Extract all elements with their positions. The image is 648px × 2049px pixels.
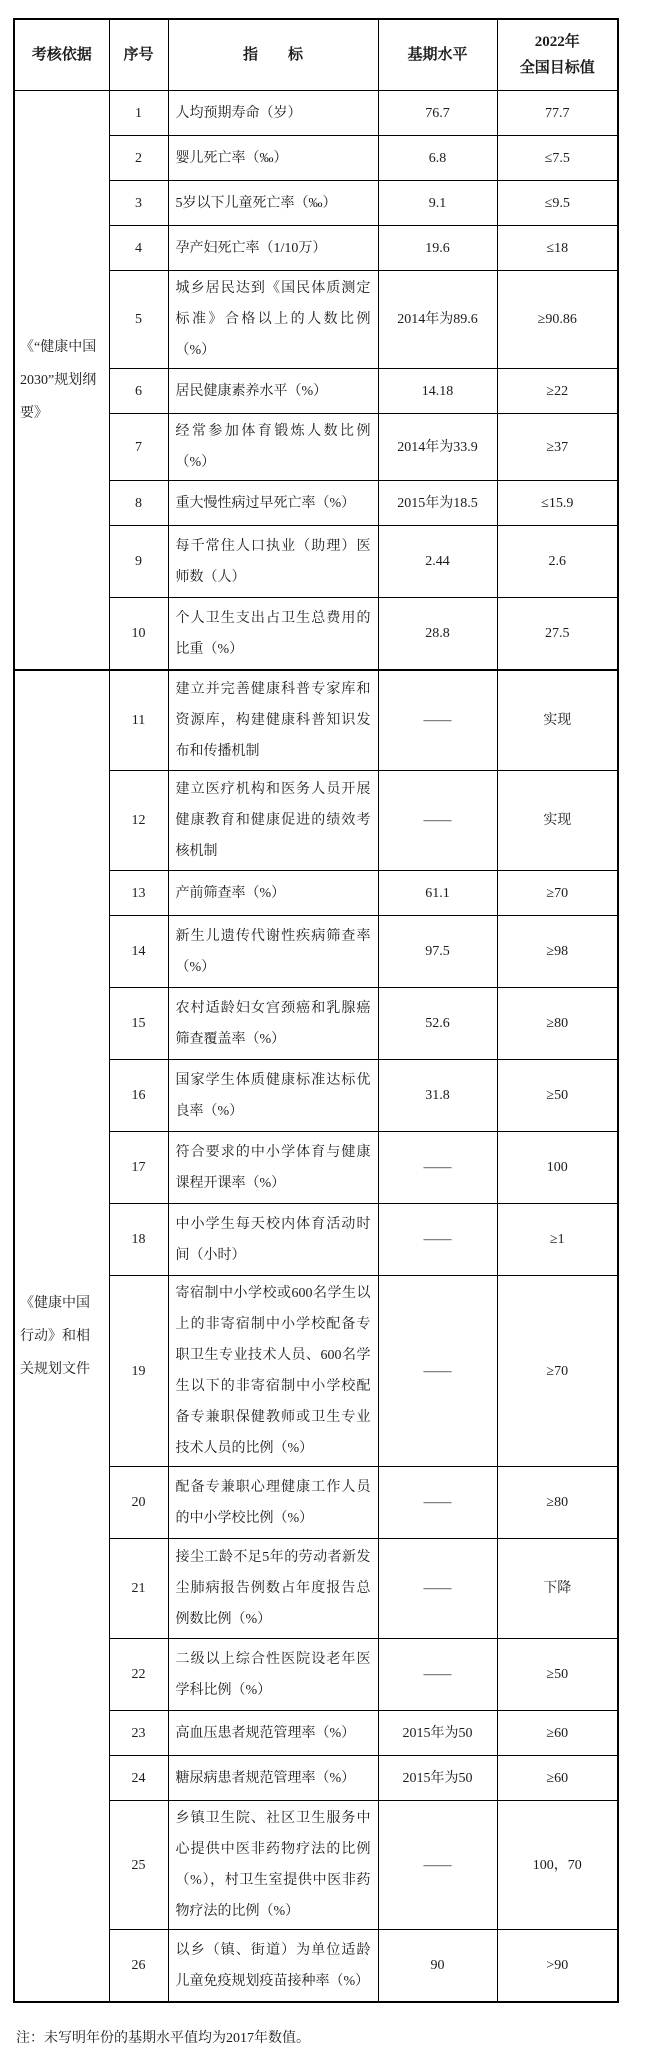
header-indicator: 指 标	[168, 19, 378, 91]
target-cell: ≥80	[497, 1467, 618, 1539]
indicator-cell: 经常参加体育锻炼人数比例（%）	[168, 414, 378, 481]
indicator-cell: 重大慢性病过早死亡率（%）	[168, 481, 378, 526]
indicator-cell: 5岁以下儿童死亡率（‰）	[168, 181, 378, 226]
indicator-cell: 配备专兼职心理健康工作人员的中小学校比例（%）	[168, 1467, 378, 1539]
base-cell: 9.1	[378, 181, 497, 226]
indicator-cell: 乡镇卫生院、社区卫生服务中心提供中医非药物疗法的比例（%），村卫生室提供中医非药物疗法的比例（%）	[168, 1801, 378, 1930]
indicator-table	[13, 18, 619, 2003]
row-no: 26	[109, 1930, 168, 2003]
row-no: 5	[109, 271, 168, 369]
row-no: 4	[109, 226, 168, 271]
target-cell: ≥60	[497, 1756, 618, 1801]
row-no: 16	[109, 1060, 168, 1132]
indicator-cell: 每千常住人口执业（助理）医师数（人）	[168, 526, 378, 598]
target-cell: 实现	[497, 771, 618, 871]
indicator-cell: 接尘工龄不足5年的劳动者新发尘肺病报告例数占年度报告总例数比例（%）	[168, 1539, 378, 1639]
row-no: 9	[109, 526, 168, 598]
base-cell: 2015年为18.5	[378, 481, 497, 526]
row-no: 11	[109, 670, 168, 771]
target-cell: ≤7.5	[497, 136, 618, 181]
base-cell: ——	[378, 1132, 497, 1204]
target-cell: 2.6	[497, 526, 618, 598]
row-no: 3	[109, 181, 168, 226]
target-cell: 100，70	[497, 1801, 618, 1930]
indicator-cell: 建立并完善健康科普专家库和资源库，构建健康科普知识发布和传播机制	[168, 670, 378, 771]
row-no: 6	[109, 369, 168, 414]
row-no: 24	[109, 1756, 168, 1801]
base-cell: ——	[378, 1204, 497, 1276]
document-body	[13, 18, 648, 2003]
header-target-line2: 全国目标值	[519, 60, 595, 76]
target-cell: ≥50	[497, 1060, 618, 1132]
target-cell: ≥22	[497, 369, 618, 414]
indicator-cell: 城乡居民达到《国民体质测定标准》合格以上的人数比例（%）	[168, 271, 378, 369]
table-row	[14, 91, 618, 136]
base-cell: 52.6	[378, 988, 497, 1060]
target-cell: ≥70	[497, 871, 618, 916]
base-cell: 2015年为50	[378, 1756, 497, 1801]
indicator-cell: 符合要求的中小学体育与健康课程开课率（%）	[168, 1132, 378, 1204]
indicator-cell: 孕产妇死亡率（1/10万）	[168, 226, 378, 271]
target-cell: ≥90.86	[497, 271, 618, 369]
header-row	[14, 19, 618, 91]
base-cell: ——	[378, 670, 497, 771]
indicator-cell: 居民健康素养水平（%）	[168, 369, 378, 414]
base-cell: ——	[378, 1467, 497, 1539]
base-cell: 2015年为50	[378, 1711, 497, 1756]
header-base: 基期水平	[378, 19, 497, 91]
row-no: 25	[109, 1801, 168, 1930]
indicator-cell: 国家学生体质健康标准达标优良率（%）	[168, 1060, 378, 1132]
indicator-cell: 产前筛查率（%）	[168, 871, 378, 916]
base-cell: 76.7	[378, 91, 497, 136]
target-cell: ≥98	[497, 916, 618, 988]
base-cell: 2.44	[378, 526, 497, 598]
section-label-cell: 《健康中国行动》和相关规划文件	[14, 670, 109, 2002]
base-cell: ——	[378, 1276, 497, 1467]
row-no: 14	[109, 916, 168, 988]
target-cell: 77.7	[497, 91, 618, 136]
base-cell: 61.1	[378, 871, 497, 916]
row-no: 22	[109, 1639, 168, 1711]
base-cell: ——	[378, 771, 497, 871]
indicator-cell: 高血压患者规范管理率（%）	[168, 1711, 378, 1756]
indicator-cell: 农村适龄妇女宫颈癌和乳腺癌筛查覆盖率（%）	[168, 988, 378, 1060]
header-target	[497, 19, 618, 91]
base-cell: ——	[378, 1801, 497, 1930]
row-no: 17	[109, 1132, 168, 1204]
header-target-line1: 2022年	[534, 34, 580, 50]
base-cell: ——	[378, 1539, 497, 1639]
target-cell: ≤18	[497, 226, 618, 271]
base-cell: 2014年为89.6	[378, 271, 497, 369]
table-row	[14, 670, 618, 771]
footnote: 注：未写明年份的基期水平值均为2017年数值。	[16, 2031, 310, 2046]
row-no: 10	[109, 598, 168, 671]
row-no: 18	[109, 1204, 168, 1276]
row-no: 19	[109, 1276, 168, 1467]
target-cell: ≥80	[497, 988, 618, 1060]
target-cell: 27.5	[497, 598, 618, 671]
row-no: 23	[109, 1711, 168, 1756]
header-basis: 考核依据	[14, 19, 109, 91]
row-no: 13	[109, 871, 168, 916]
row-no: 8	[109, 481, 168, 526]
indicator-cell: 人均预期寿命（岁）	[168, 91, 378, 136]
header-no: 序号	[109, 19, 168, 91]
row-no: 15	[109, 988, 168, 1060]
target-cell: 下降	[497, 1539, 618, 1639]
indicator-cell: 建立医疗机构和医务人员开展健康教育和健康促进的绩效考核机制	[168, 771, 378, 871]
row-no: 1	[109, 91, 168, 136]
base-cell: 90	[378, 1930, 497, 2003]
base-cell: 19.6	[378, 226, 497, 271]
indicator-cell: 中小学生每天校内体育活动时间（小时）	[168, 1204, 378, 1276]
target-cell: ≥60	[497, 1711, 618, 1756]
target-cell: 100	[497, 1132, 618, 1204]
base-cell: 6.8	[378, 136, 497, 181]
target-cell: >90	[497, 1930, 618, 2003]
target-cell: 实现	[497, 670, 618, 771]
base-cell: 28.8	[378, 598, 497, 671]
base-cell: 31.8	[378, 1060, 497, 1132]
target-cell: ≥50	[497, 1639, 618, 1711]
target-cell: ≤9.5	[497, 181, 618, 226]
row-no: 20	[109, 1467, 168, 1539]
target-cell: ≥1	[497, 1204, 618, 1276]
base-cell: ——	[378, 1639, 497, 1711]
row-no: 2	[109, 136, 168, 181]
indicator-cell: 新生儿遗传代谢性疾病筛查率（%）	[168, 916, 378, 988]
row-no: 7	[109, 414, 168, 481]
target-cell: ≥70	[497, 1276, 618, 1467]
indicator-cell: 以乡（镇、街道）为单位适龄儿童免疫规划疫苗接种率（%）	[168, 1930, 378, 2003]
section-label-cell: 《“健康中国2030”规划纲要》	[14, 91, 109, 671]
row-no: 12	[109, 771, 168, 871]
base-cell: 97.5	[378, 916, 497, 988]
row-no: 21	[109, 1539, 168, 1639]
target-cell: ≥37	[497, 414, 618, 481]
indicator-cell: 糖尿病患者规范管理率（%）	[168, 1756, 378, 1801]
base-cell: 2014年为33.9	[378, 414, 497, 481]
target-cell: ≤15.9	[497, 481, 618, 526]
indicator-cell: 个人卫生支出占卫生总费用的比重（%）	[168, 598, 378, 671]
indicator-cell: 寄宿制中小学校或600名学生以上的非寄宿制中小学校配备专职卫生专业技术人员、600名学生以下的非寄宿制中小学校配备专兼职保健教师或卫生专业技术人员的比例（%）	[168, 1276, 378, 1467]
indicator-cell: 二级以上综合性医院设老年医学科比例（%）	[168, 1639, 378, 1711]
base-cell: 14.18	[378, 369, 497, 414]
indicator-cell: 婴儿死亡率（‰）	[168, 136, 378, 181]
